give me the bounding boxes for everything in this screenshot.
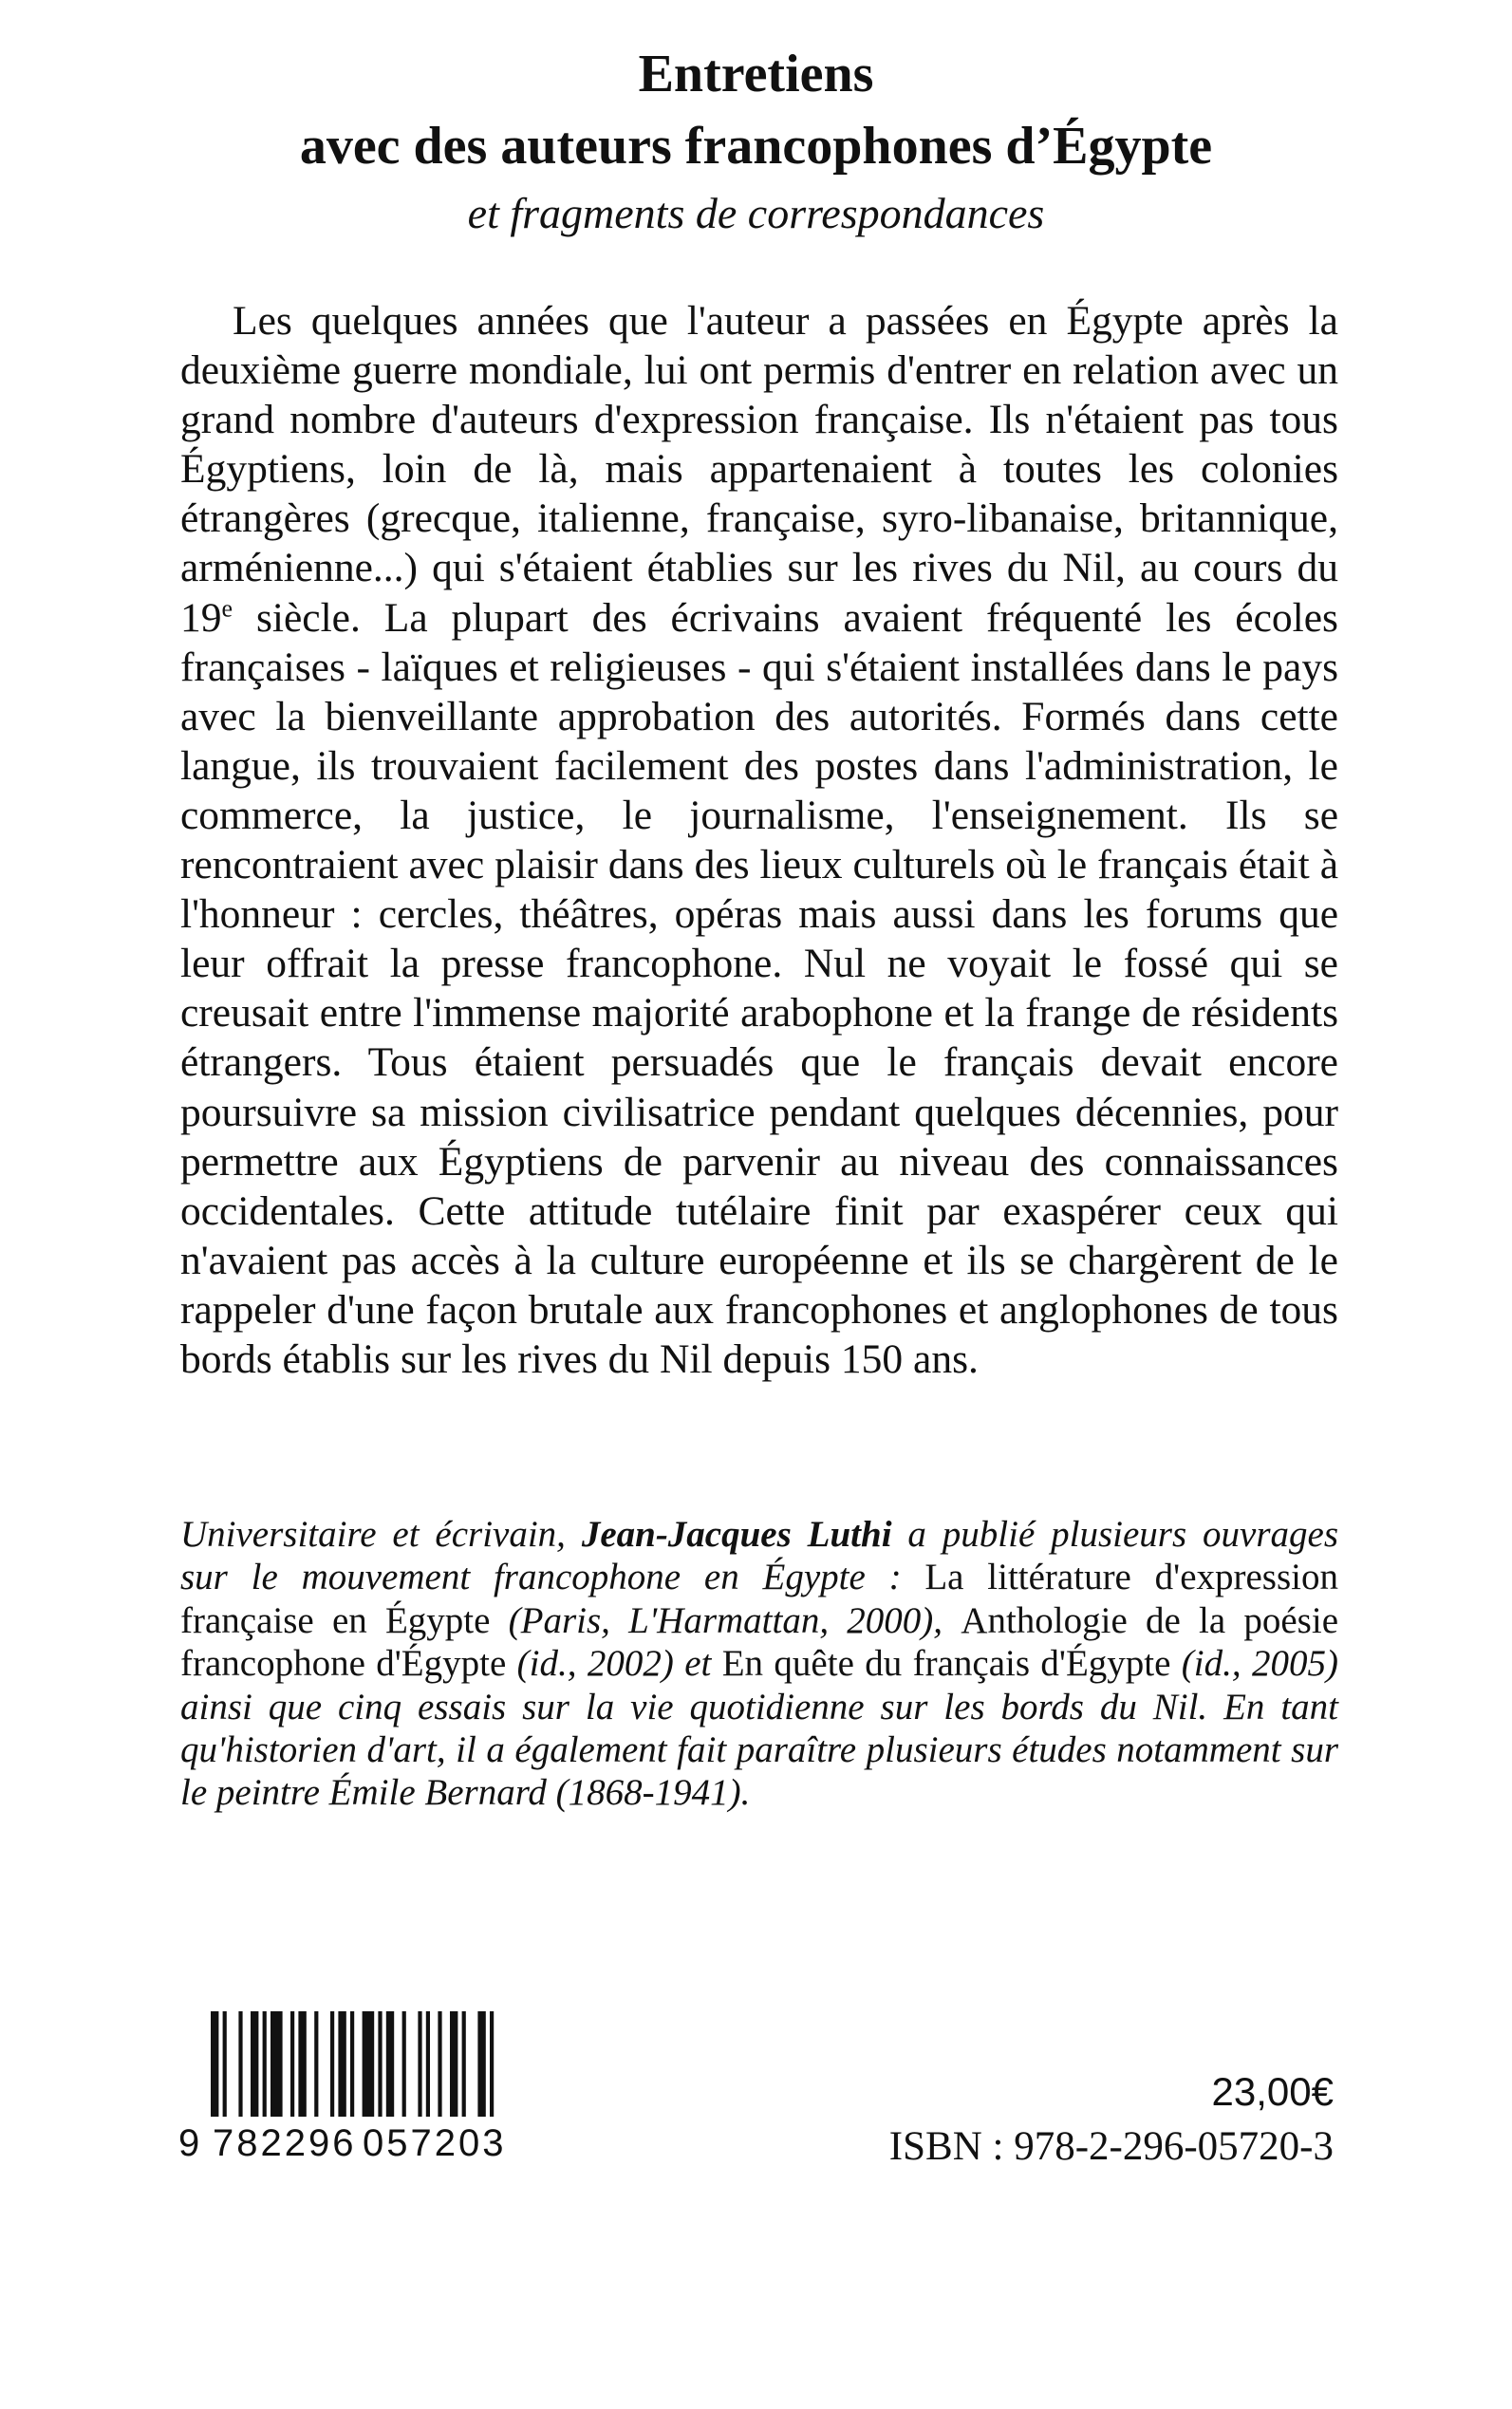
author-bio	[180, 1513, 1338, 1815]
price: 23,00€	[1211, 2069, 1334, 2114]
barcode-bar	[290, 2011, 294, 2118]
summary-text-part-2: siècle. La plupart des écrivains avaient fréquenté les écoles françaises - laïques et religieuses - qui s'étaient installées dans le pays avec la bienveillante approbation des autorités. Formés dans cette langue, ils trouvaient facilement des postes dans l'administration, le commerce, la justice, le journalisme, l'enseignement. Ils se rencontraient avec plaisir dans des lieux culturels où le français était à l'honneur : cercles, théâtres, opéras mais aussi dans les forums que leur offrait la presse francophone. Nul ne voyait le fossé qui se creusait entre l'immense majorité arabophone et la frange de résidents étrangers. Tous étaient persuadés que le français devait encore poursuivre sa mission civilisatrice pendant quelques décennies, pour permettre aux Égyptiens de parvenir au niveau des connaissances occidentales. Cette attitude tutélaire finit par exaspérer ceux qui n'avaient pas accès à la culture européenne et ils se chargèrent de le rappeler d'une façon brutale aux francophones et anglophones de tous bords établis sur les rives du Nil depuis 150 ans.	[180, 594, 1338, 1382]
barcode-bar	[271, 2011, 283, 2118]
bio-text-3: (Paris, L'Harmattan, 2000),	[490, 1599, 961, 1641]
bio-text-2: a publié plusieurs ouvrages sur le mouvement francophone en Égypte :	[180, 1514, 1338, 1598]
book-title-2: Anthologie de la poésie francophone d'Égypte	[180, 1599, 1339, 1685]
barcode-bar	[438, 2011, 441, 2118]
barcode-bar	[263, 2011, 267, 2118]
barcode-bar	[298, 2011, 306, 2118]
barcode-bar	[350, 2011, 354, 2118]
barcode-right-group: 057203	[361, 2117, 508, 2170]
author-name: Jean-Jacques Luthi	[581, 1514, 892, 1555]
barcode-bar	[314, 2011, 318, 2118]
barcode-bar	[418, 2011, 421, 2118]
century-superscript: e	[221, 594, 233, 623]
barcode-bar	[450, 2011, 457, 2118]
barcode-bar	[330, 2011, 334, 2118]
barcode-bar	[462, 2011, 466, 2118]
book-title-line-1: Entretiens	[638, 45, 874, 103]
barcode-bar	[251, 2011, 258, 2118]
bio-intro: Universitaire et écrivain,	[180, 1514, 582, 1555]
barcode-bar	[363, 2011, 375, 2118]
book-title-line-2: avec des auteurs francophones d’Égypte	[299, 117, 1213, 176]
barcode-bar	[490, 2011, 494, 2118]
summary-text-part-1: Les quelques années que l'auteur a passées en Égypte après la deuxième guerre mondiale, lui ont permis d'entrer en relation avec un grand nombre d'auteurs d'expression française. Ils n'étaient pas tous Égyptiens, loin de là, mais appartenaient à toutes les colonies étrangères (grecque, italienne, française, syro-libanaise, britannique, arménienne...) qui s'étaient établies sur les rives du Nil, au cours du 19	[180, 298, 1338, 641]
barcode-bar	[238, 2011, 242, 2118]
bio-text-4: (id., 2002) et	[506, 1643, 722, 1685]
title-block	[0, 38, 1512, 245]
summary-paragraph	[180, 296, 1338, 1384]
barcode-bar	[477, 2011, 485, 2118]
barcode-bar	[338, 2011, 345, 2118]
barcode-first-digit: 9	[178, 2122, 203, 2164]
barcode-bar	[426, 2011, 430, 2118]
isbn: ISBN : 978-2-296-05720-3	[888, 2124, 1334, 2169]
book-subtitle: et fragments de correspondances	[467, 189, 1045, 237]
barcode-bar	[378, 2011, 382, 2118]
bio-text-5: (id., 2005) ainsi que cinq essais sur la vie quotidienne sur les bords du Nil. En tant qu'historien d'art, il a également fait paraître plusieurs études notamment sur le peintre Émile Bernard (1868-1941).	[180, 1643, 1338, 1814]
barcode-left-group: 782296	[211, 2117, 358, 2170]
barcode-digits	[178, 2117, 532, 2170]
book-title-1: La littérature d'expression française en Égypte	[180, 1557, 1338, 1641]
book-title-3: En quête du français d'Égypte	[721, 1643, 1171, 1685]
